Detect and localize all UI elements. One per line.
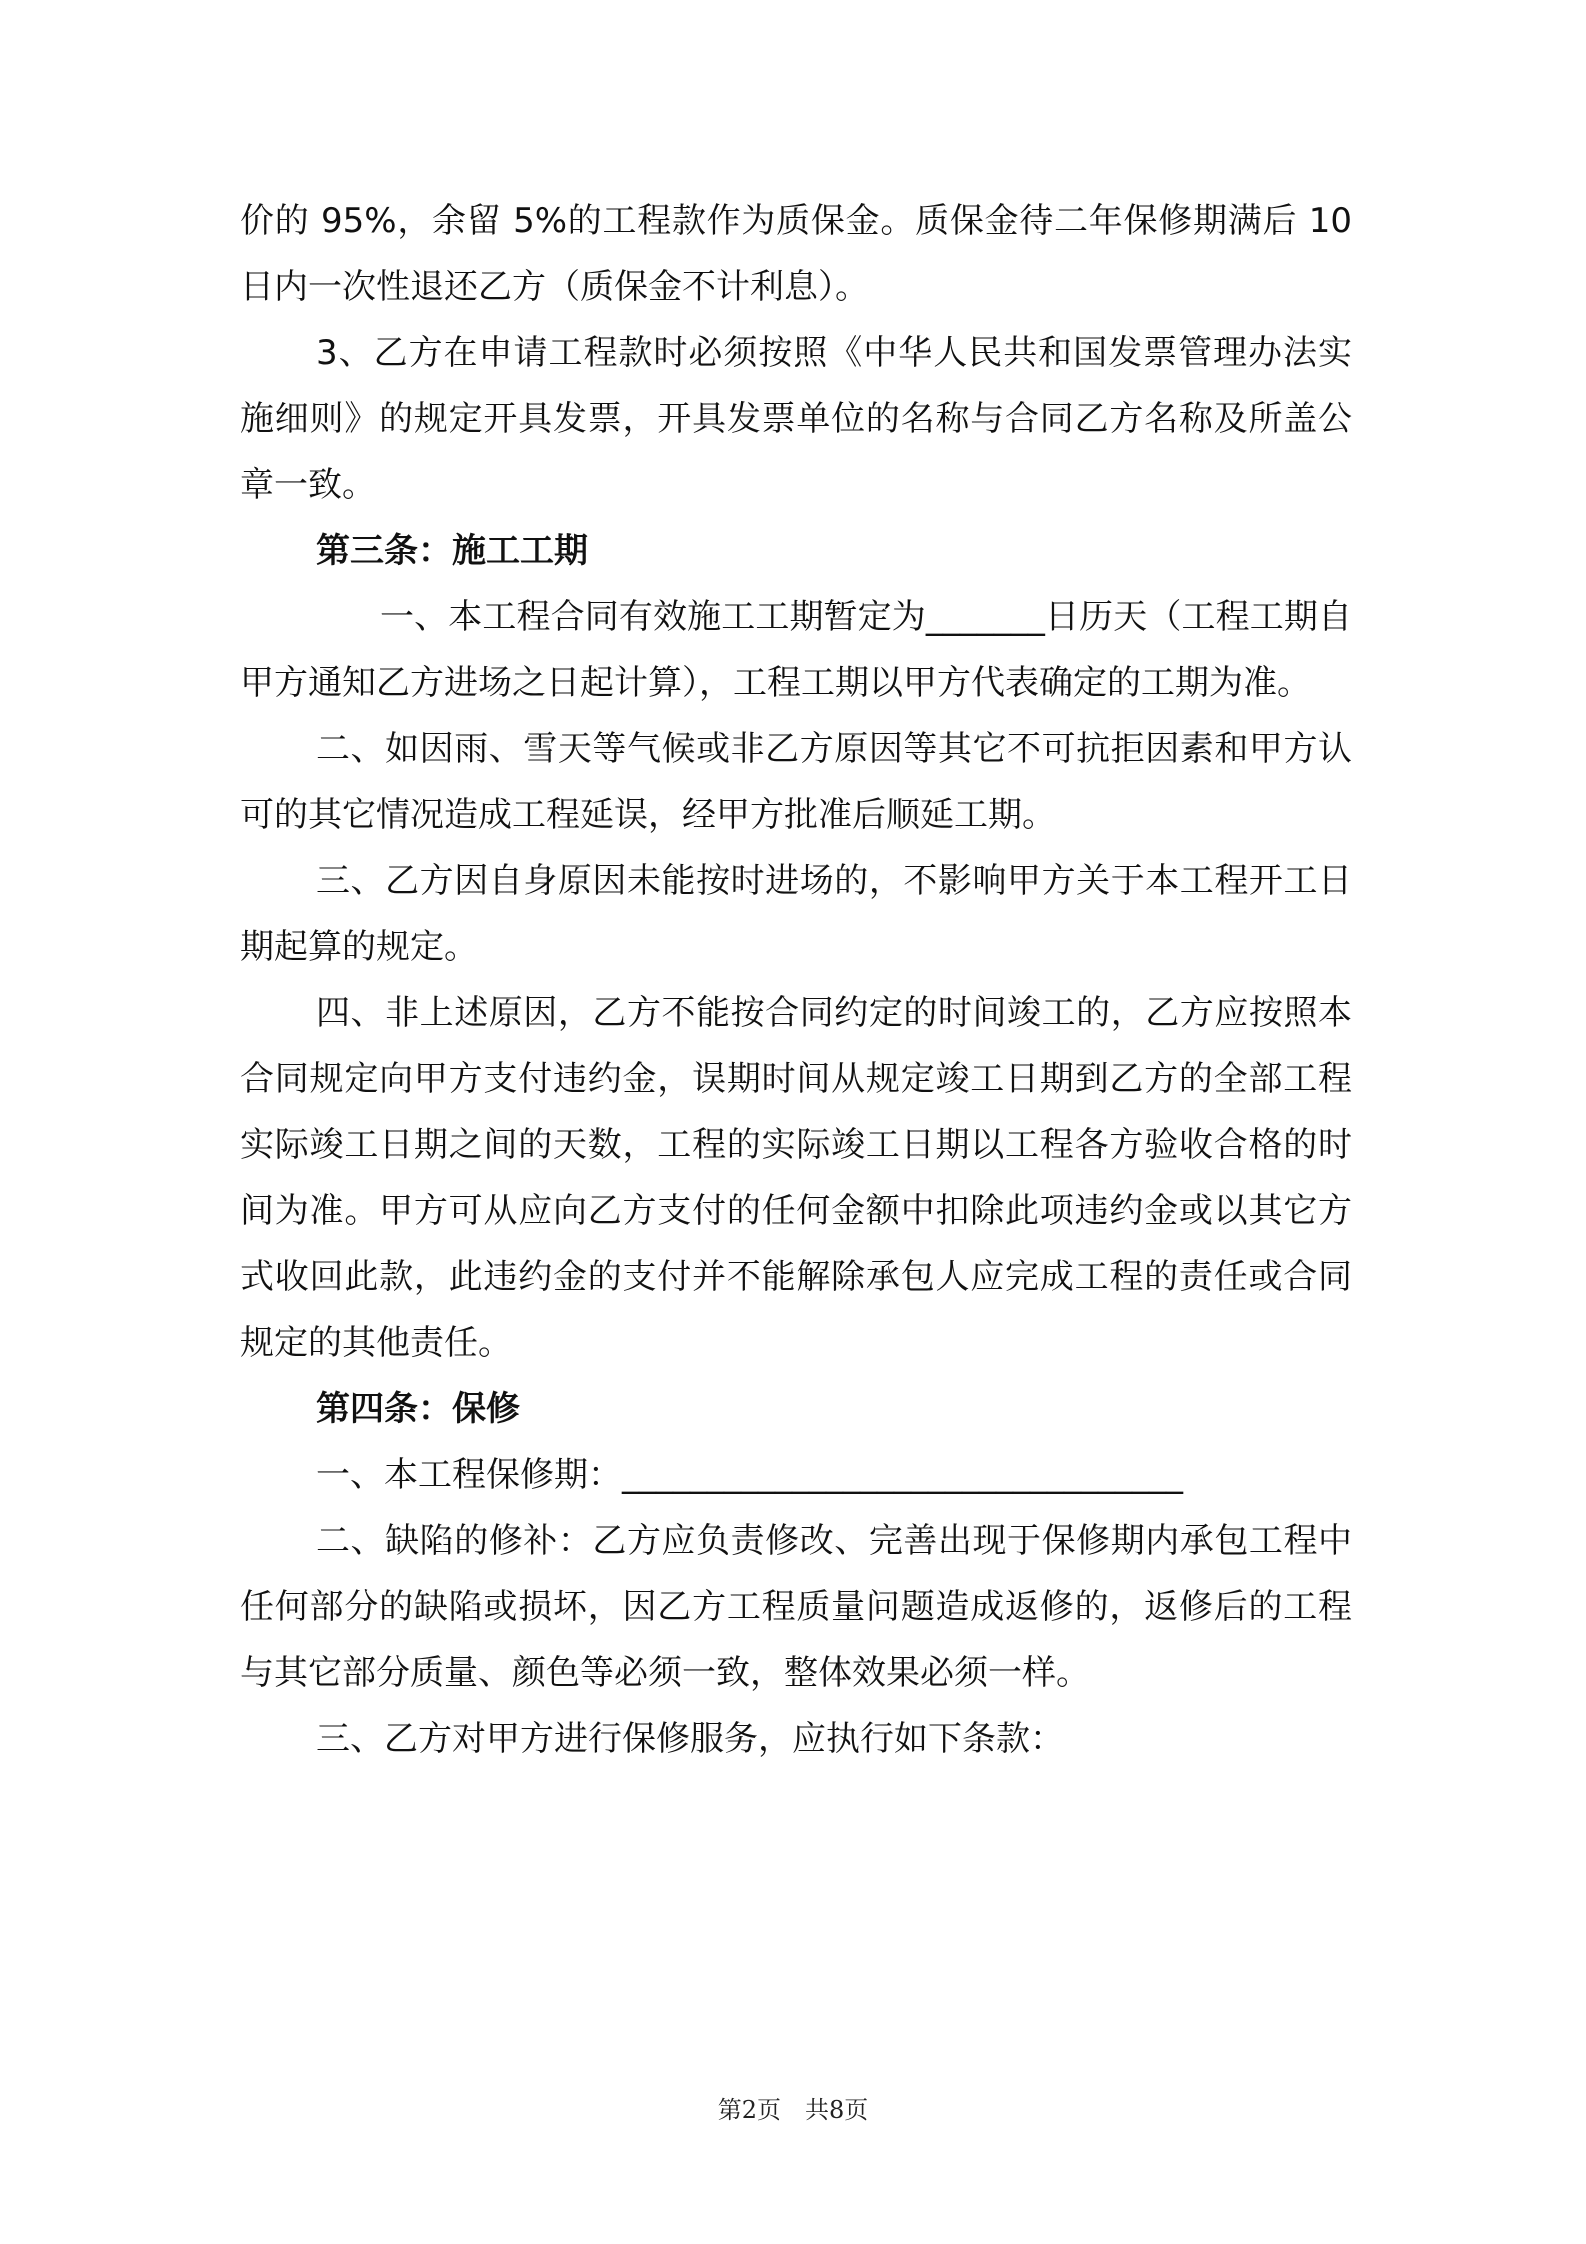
paragraph-defect-repair: 二、缺陷的修补：乙方应负责修改、完善出现于保修期内承包工程中任何部分的缺陷或损坏，因乙方工程质量问题造成返修的，返修后的工程与其它部分质量、颜色等必须一致，整体效果必须一样。	[240, 1521, 1352, 1693]
paragraph-late-entry: 三、乙方因自身原因未能按时进场的，不影响甲方关于本工程开工日期起算的规定。	[240, 861, 1352, 967]
paragraph-invoice-requirement: 3、乙方在申请工程款时必须按照《中华人民共和国发票管理办法实施细则》的规定开具发票，开具发票单位的名称与合同乙方名称及所盖公章一致。	[240, 333, 1352, 505]
page-number-footer: 第2页 共8页	[717, 2096, 869, 2124]
paragraph-period-duration: 一、本工程合同有效施工工期暂定为_______日历天（工程工期自甲方通知乙方进场之日起计算），工程工期以甲方代表确定的工期为准。	[240, 597, 1352, 703]
paragraph-retention-money: 价的 95%，余留 5%的工程款作为质保金。质保金待二年保修期满后 10 日内一次性退还乙方（质保金不计利息）。	[240, 201, 1352, 307]
section-heading-warranty: 第四条：保修	[316, 1389, 520, 1429]
document-body	[240, 188, 1352, 1772]
paragraph-period-extension: 二、如因雨、雪天等气候或非乙方原因等其它不可抗拒因素和甲方认可的其它情况造成工程延误，经甲方批准后顺延工期。	[240, 729, 1352, 835]
paragraph-warranty-period: 一、本工程保修期：_________________________________	[316, 1455, 1183, 1495]
paragraph-delay-penalty: 四、非上述原因，乙方不能按合同约定的时间竣工的，乙方应按照本合同规定向甲方支付违约金，误期时间从规定竣工日期到乙方的全部工程实际竣工日期之间的天数，工程的实际竣工日期以工程各方验收合格的时间为准。甲方可从应向乙方支付的任何金额中扣除此项违约金或以其它方式收回此款，此违约金的支付并不能解除承包人应完成工程的责任或合同规定的其他责任。	[240, 993, 1352, 1363]
section-heading-construction-period: 第三条：施工工期	[316, 531, 588, 571]
paragraph-warranty-service: 三、乙方对甲方进行保修服务，应执行如下条款：	[316, 1719, 1064, 1759]
